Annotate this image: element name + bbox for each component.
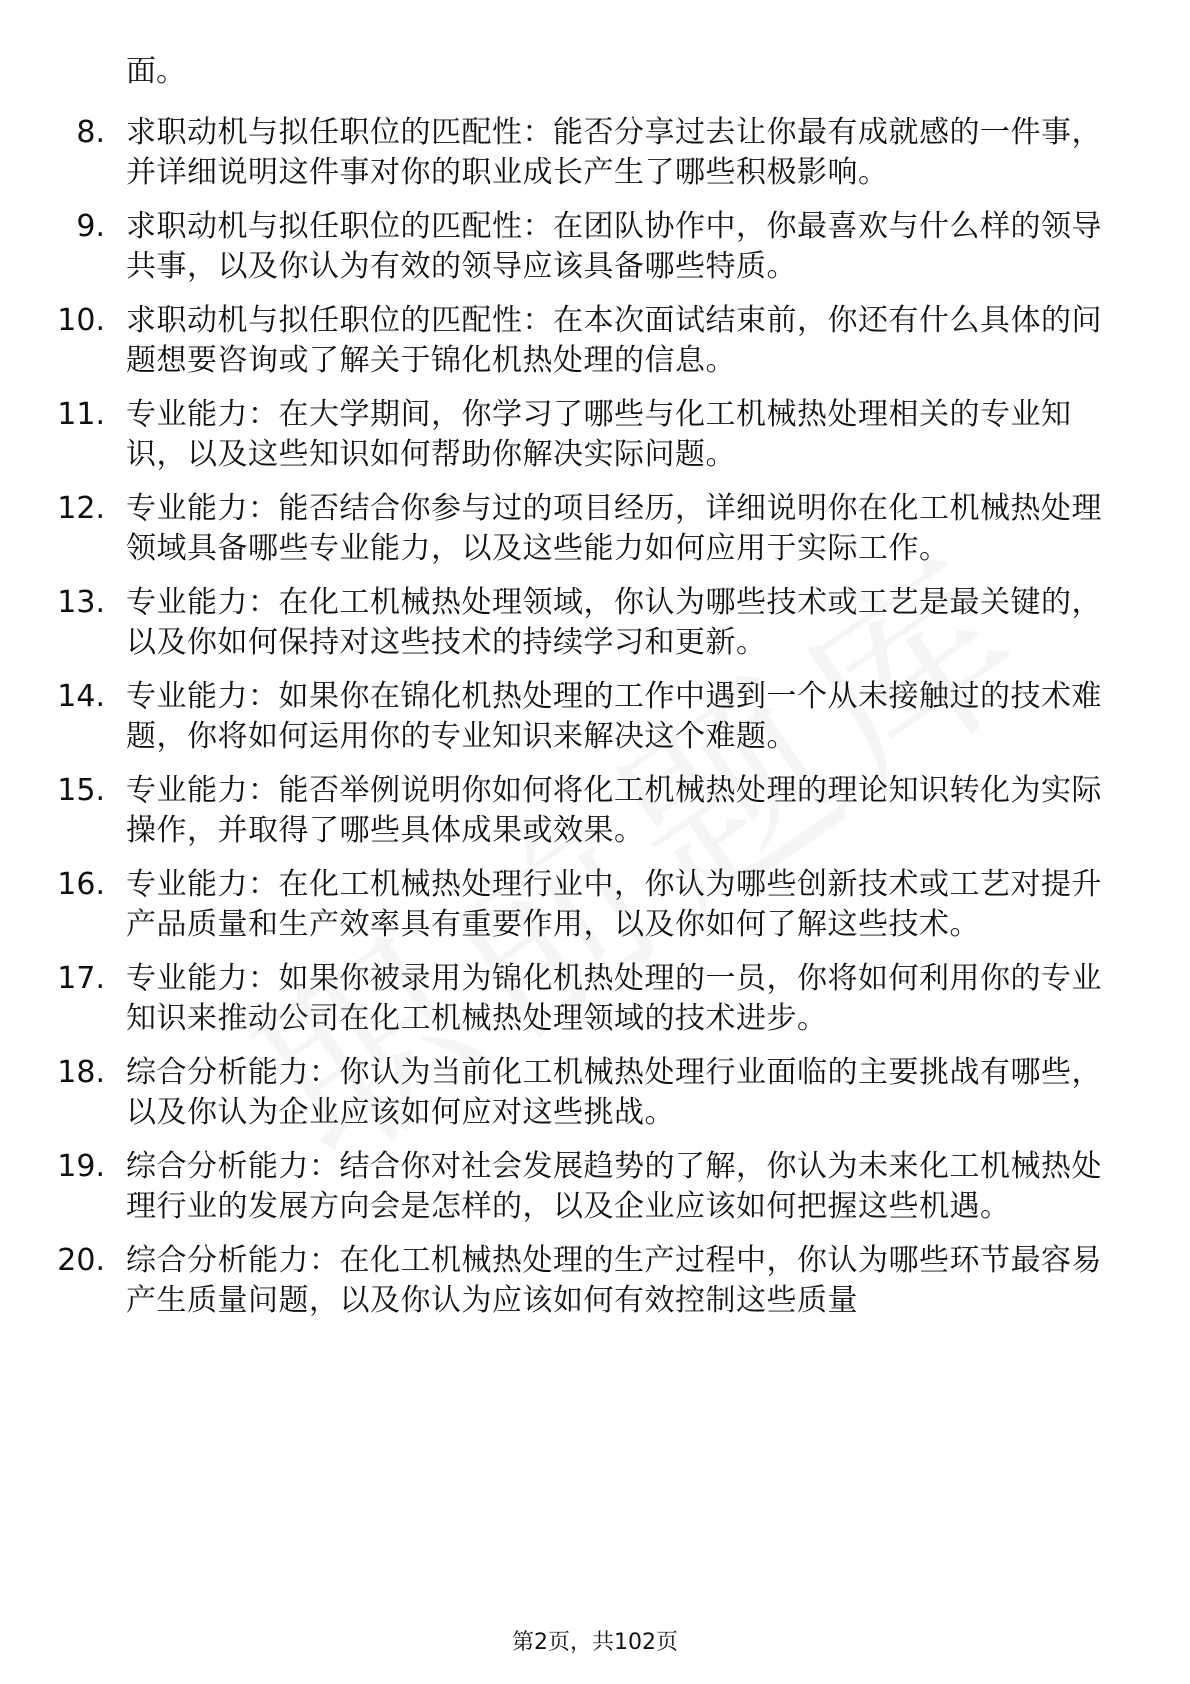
question-item <box>0 865 1190 945</box>
question-item <box>0 771 1190 851</box>
question-number: 20. <box>57 1243 105 1278</box>
question-number: 19. <box>57 1149 105 1184</box>
question-item <box>0 113 1190 193</box>
question-text: 求职动机与拟任职位的匹配性：能否分享过去让你最有成就感的一件事，并详细说明这件事对你的职业成长产生了哪些积极影响。 <box>126 115 1102 190</box>
question-text: 专业能力：能否结合你参与过的项目经历，详细说明你在化工机械热处理领域具备哪些专业能力，以及这些能力如何应用于实际工作。 <box>126 491 1102 566</box>
question-number: 15. <box>57 773 105 808</box>
question-text: 专业能力：如果你被录用为锦化机热处理的一员，你将如何利用你的专业知识来推动公司在化工机械热处理领域的技术进步。 <box>126 961 1102 1036</box>
question-text: 求职动机与拟任职位的匹配性：在团队协作中，你最喜欢与什么样的领导共事，以及你认为有效的领导应该具备哪些特质。 <box>126 209 1102 284</box>
continuation-text: 面。 <box>126 54 186 89</box>
question-text: 综合分析能力：你认为当前化工机械热处理行业面临的主要挑战有哪些，以及你认为企业应该如何应对这些挑战。 <box>126 1055 1102 1130</box>
question-number: 12. <box>57 491 105 526</box>
question-text: 专业能力：在大学期间，你学习了哪些与化工机械热处理相关的专业知识，以及这些知识如何帮助你解决实际问题。 <box>126 397 1072 472</box>
page-footer: 第2页，共102页 <box>512 1630 678 1655</box>
question-text: 综合分析能力：在化工机械热处理的生产过程中，你认为哪些环节最容易产生质量问题，以及你认为应该如何有效控制这些质量 <box>126 1243 1102 1318</box>
question-list <box>0 113 1190 1335</box>
question-item <box>0 207 1190 287</box>
question-item <box>0 959 1190 1039</box>
question-text: 专业能力：如果你在锦化机热处理的工作中遇到一个从未接触过的技术难题，你将如何运用你的专业知识来解决这个难题。 <box>126 679 1102 754</box>
question-text: 专业能力：在化工机械热处理行业中，你认为哪些创新技术或工艺对提升产品质量和生产效率具有重要作用，以及你如何了解这些技术。 <box>126 867 1102 942</box>
question-text: 专业能力：能否举例说明你如何将化工机械热处理的理论知识转化为实际操作，并取得了哪些具体成果或效果。 <box>126 773 1102 848</box>
question-item <box>0 1147 1190 1227</box>
question-item <box>0 395 1190 475</box>
question-item <box>0 1053 1190 1133</box>
question-text: 综合分析能力：结合你对社会发展趋势的了解，你认为未来化工机械热处理行业的发展方向会是怎样的，以及企业应该如何把握这些机遇。 <box>126 1149 1102 1224</box>
question-item <box>0 583 1190 663</box>
question-number: 8. <box>76 115 105 150</box>
question-item <box>0 1241 1190 1321</box>
question-item <box>0 677 1190 757</box>
question-number: 9. <box>76 209 105 244</box>
question-number: 10. <box>57 303 105 338</box>
question-number: 11. <box>57 397 105 432</box>
question-number: 17. <box>57 961 105 996</box>
question-number: 18. <box>57 1055 105 1090</box>
question-text: 专业能力：在化工机械热处理领域，你认为哪些技术或工艺是最关键的，以及你如何保持对这些技术的持续学习和更新。 <box>126 585 1102 660</box>
question-text: 求职动机与拟任职位的匹配性：在本次面试结束前，你还有什么具体的问题想要咨询或了解关于锦化机热处理的信息。 <box>126 303 1102 378</box>
question-number: 13. <box>57 585 105 620</box>
question-item <box>0 301 1190 381</box>
question-number: 14. <box>57 679 105 714</box>
question-item <box>0 489 1190 569</box>
question-number: 16. <box>57 867 105 902</box>
